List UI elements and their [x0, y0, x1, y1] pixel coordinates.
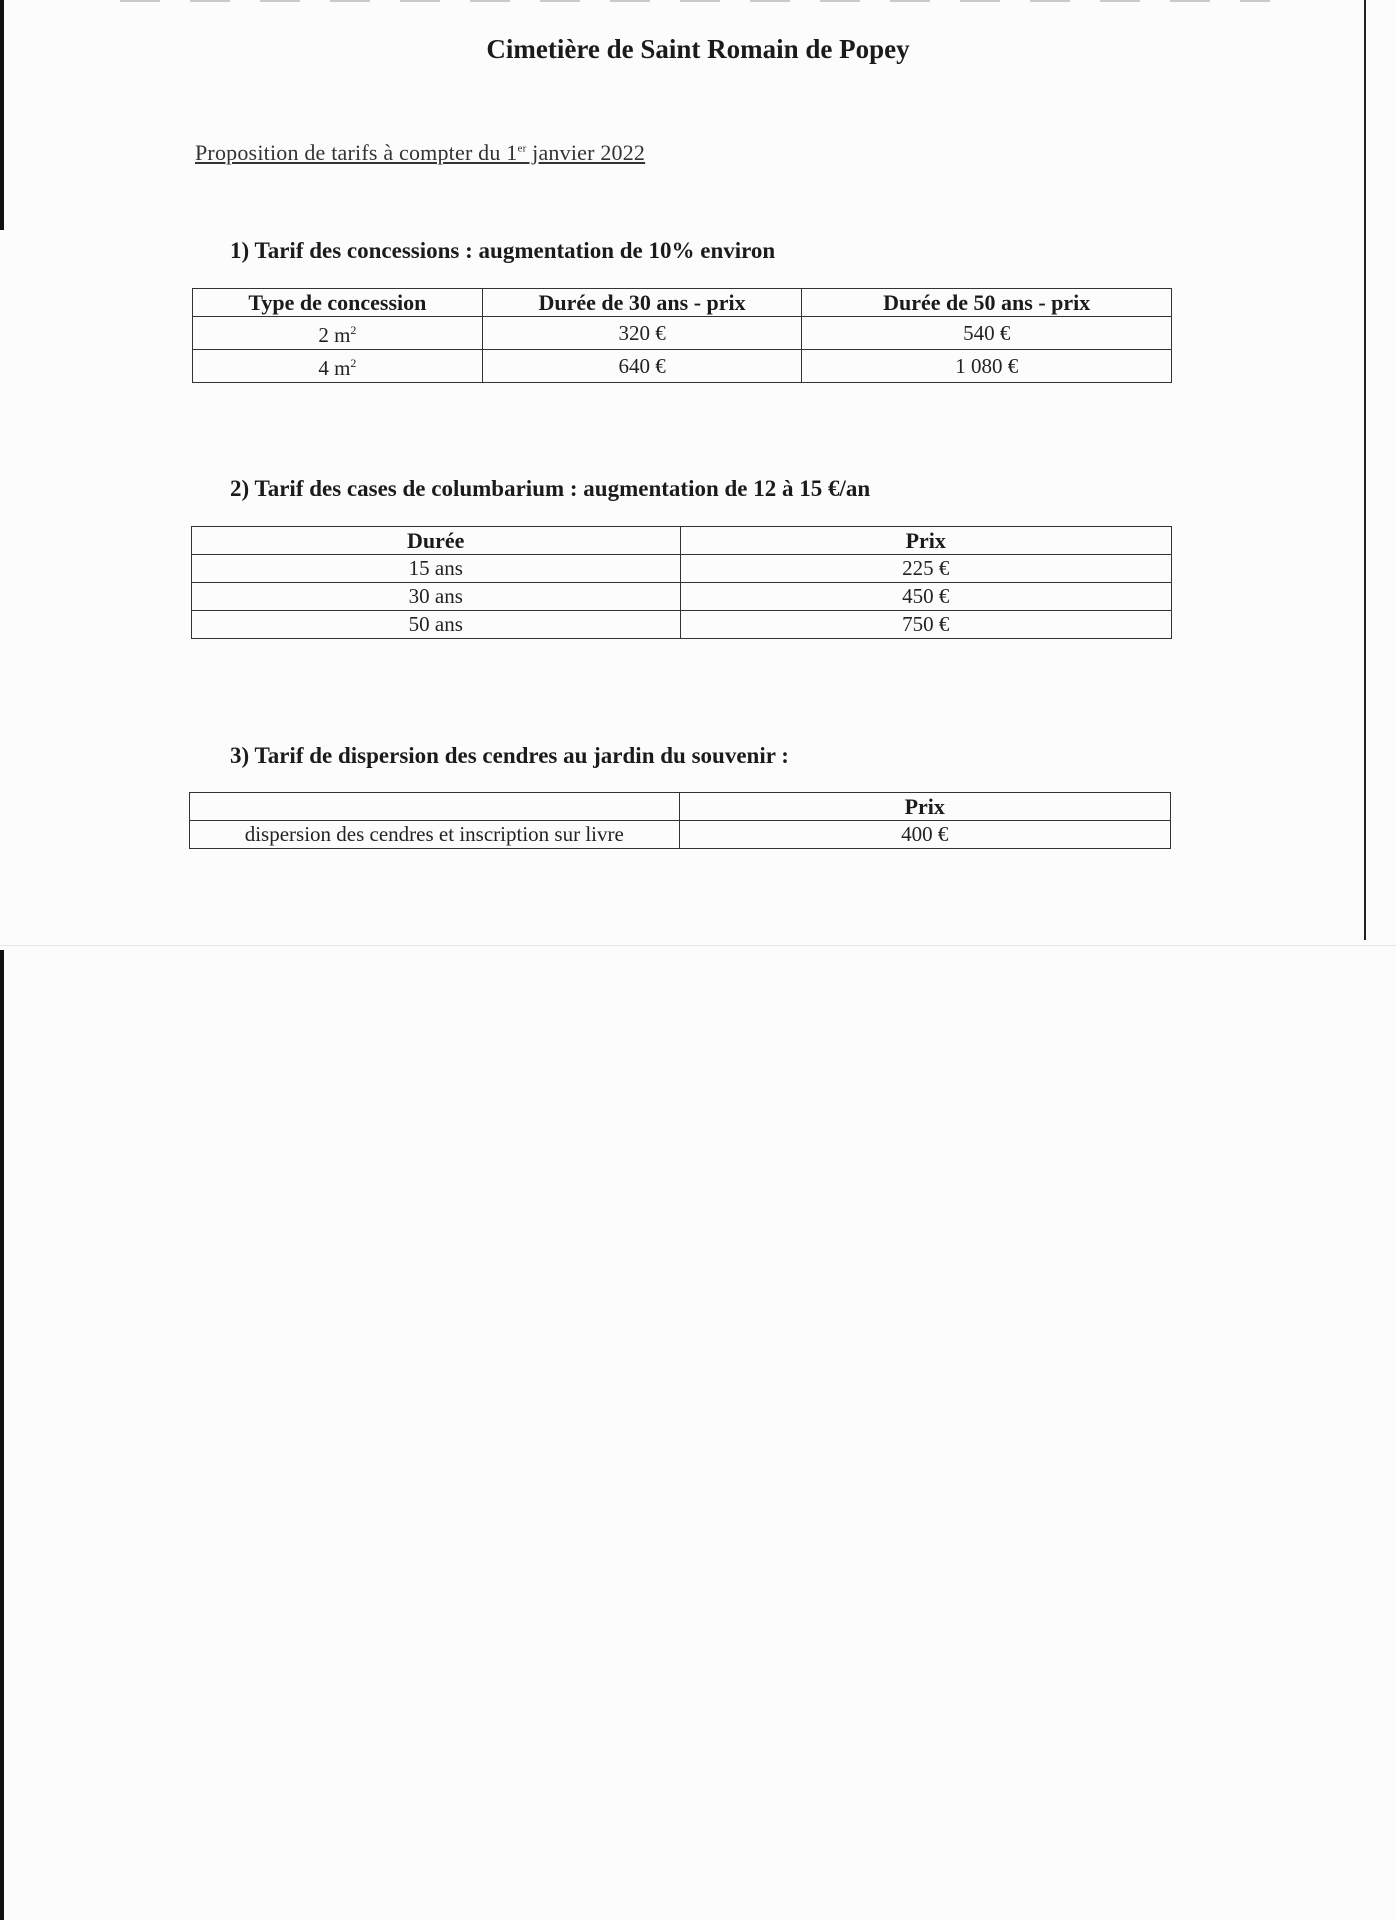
subtitle-text-end: janvier 2022: [526, 140, 646, 165]
dispersion-table: [189, 792, 1171, 849]
table-cell: 450 €: [680, 583, 1172, 611]
table-header-row: [193, 289, 1172, 317]
column-header: Type de concession: [193, 289, 483, 317]
concessions-table: [192, 288, 1172, 383]
section-heading-concessions: 1) Tarif des concessions : augmentation de 10% environ: [230, 238, 776, 263]
table-cell: 750 €: [680, 611, 1172, 639]
page-fold: [0, 945, 1396, 946]
column-header: Prix: [679, 793, 1170, 821]
concession-type: 2 m: [318, 323, 351, 347]
section-heading-columbarium: 2) Tarif des cases de columbarium : augmentation de 12 à 15 €/an: [230, 476, 871, 501]
table-header-row: [192, 527, 1172, 555]
page-title: Cimetière de Saint Romain de Popey: [486, 34, 910, 64]
column-header: Prix: [680, 527, 1172, 555]
table-row: [192, 611, 1172, 639]
column-header: Durée de 50 ans - prix: [802, 289, 1172, 317]
table-cell: 15 ans: [192, 555, 681, 583]
table-header-row: [190, 793, 1171, 821]
table-cell: [193, 317, 483, 350]
table-cell: 640 €: [482, 350, 802, 383]
column-header: Durée: [192, 527, 681, 555]
page-subtitle: [195, 140, 645, 166]
table-cell: dispersion des cendres et inscription sur livre: [190, 821, 680, 849]
subtitle-text: Proposition de tarifs à compter du 1: [195, 140, 518, 165]
table-cell: 30 ans: [192, 583, 681, 611]
table-cell: 225 €: [680, 555, 1172, 583]
columbarium-table: [191, 526, 1172, 639]
table-cell: [193, 350, 483, 383]
table-cell: 400 €: [679, 821, 1170, 849]
table-row: [193, 317, 1172, 350]
table-row: [190, 821, 1171, 849]
column-header: Durée de 30 ans - prix: [482, 289, 802, 317]
concession-type: 4 m: [318, 356, 351, 380]
table-row: [192, 583, 1172, 611]
table-cell: 320 €: [482, 317, 802, 350]
table-cell: 540 €: [802, 317, 1172, 350]
unit-superscript: 2: [350, 356, 357, 370]
scan-edge: [1364, 0, 1396, 940]
table-cell: 50 ans: [192, 611, 681, 639]
table-row: [193, 350, 1172, 383]
section-heading-dispersion: 3) Tarif de dispersion des cendres au jardin du souvenir :: [230, 743, 789, 768]
table-row: [192, 555, 1172, 583]
scan-artifact: [120, 0, 1270, 2]
subtitle-superscript: er: [517, 142, 527, 155]
column-header-empty: [190, 793, 680, 821]
scan-edge: [0, 950, 4, 1920]
table-cell: 1 080 €: [802, 350, 1172, 383]
unit-superscript: 2: [350, 323, 357, 337]
